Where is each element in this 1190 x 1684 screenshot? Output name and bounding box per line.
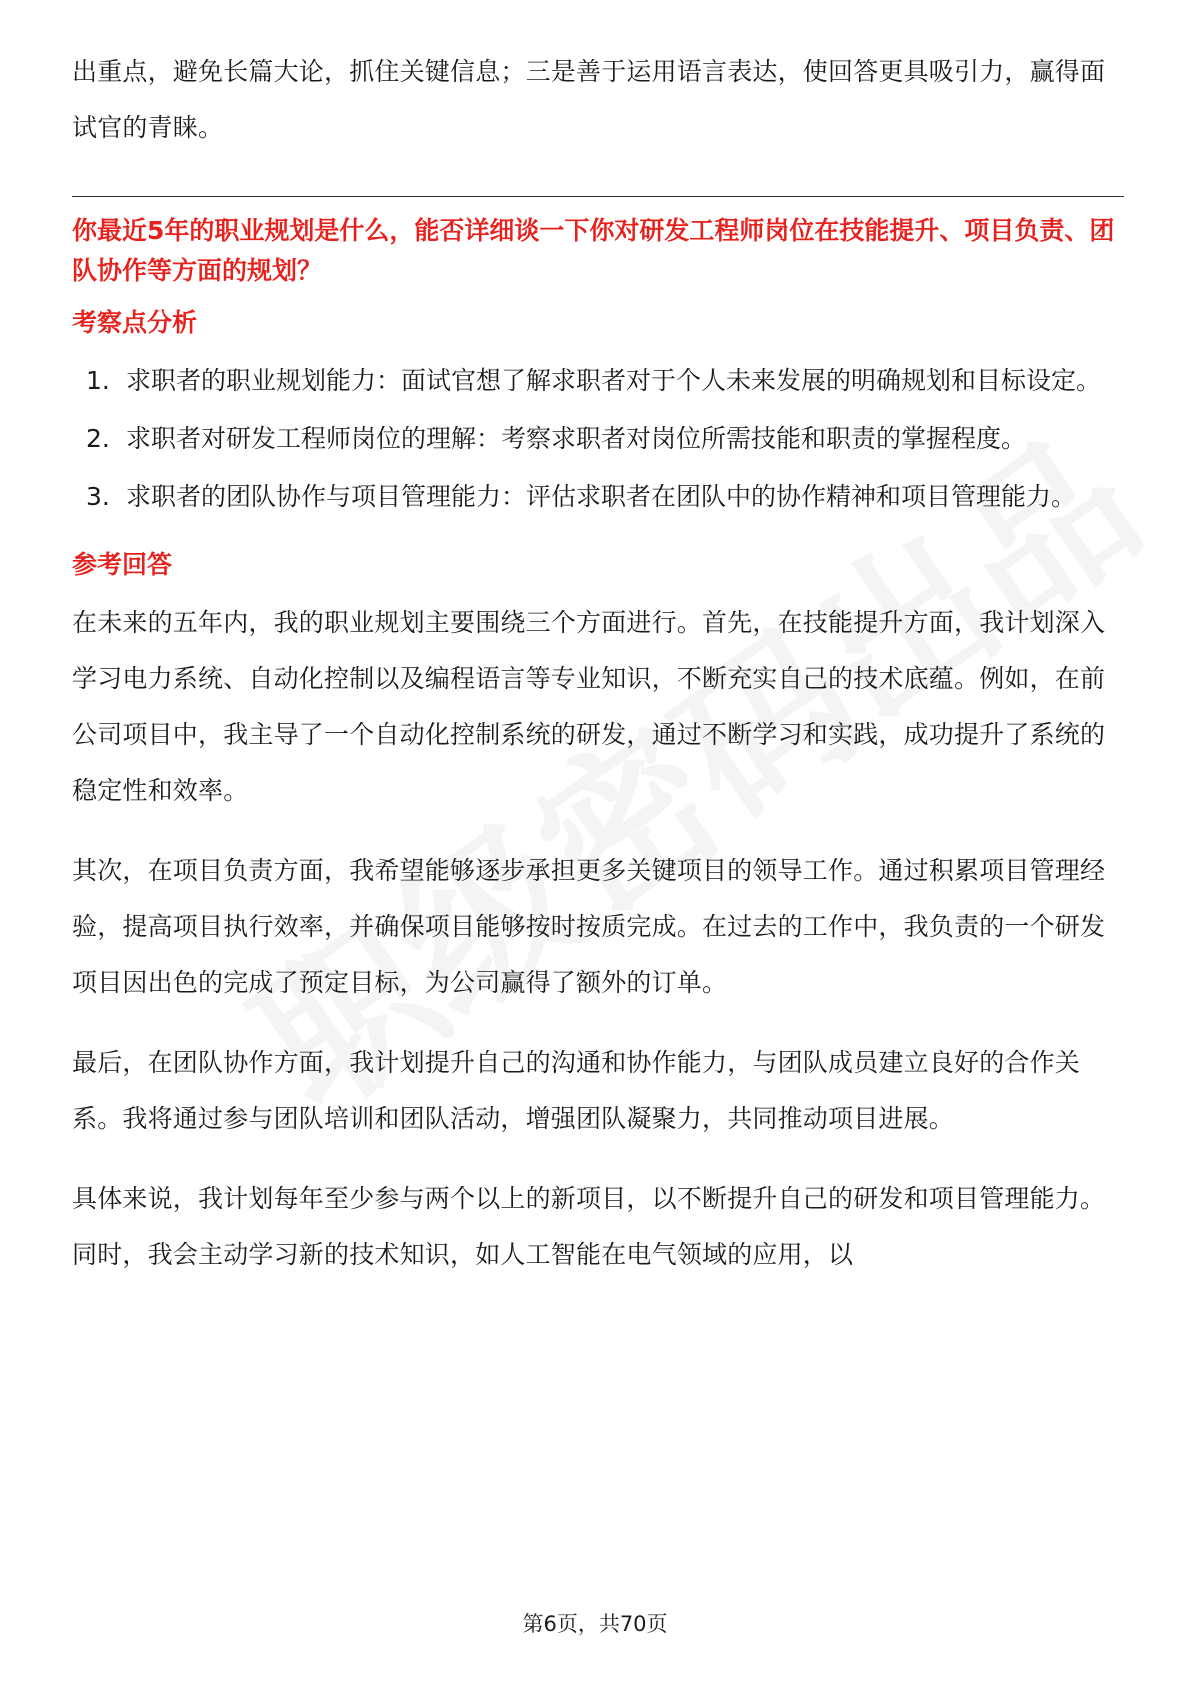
page-content — [72, 44, 1124, 1307]
analysis-point — [72, 353, 1124, 409]
question-title: 你最近5年的职业规划是什么，能否详细谈一下你对研发工程师岗位在技能提升、项目负责、团队协作等方面的规划？ — [72, 216, 1115, 285]
answer-heading: 参考回答 — [72, 550, 173, 579]
point-text: 求职者的职业规划能力：面试官想了解求职者对于个人未来发展的明确规划和目标设定。 — [126, 366, 1102, 395]
answer-paragraph: 在未来的五年内，我的职业规划主要围绕三个方面进行。首先，在技能提升方面，我计划深入学习电力系统、自动化控制以及编程语言等专业知识，不断充实自己的技术底蕴。例如，在前公司项目中，我主导了一个自动化控制系统的研发，通过不断学习和实践，成功提升了系统的稳定性和效率。 — [72, 608, 1106, 805]
point-text: 求职者对研发工程师岗位的理解：考察求职者对岗位所需技能和职责的掌握程度。 — [126, 424, 1027, 453]
page-footer: 第6页，共70页 — [522, 1612, 668, 1636]
answer-paragraph: 最后，在团队协作方面，我计划提升自己的沟通和协作能力，与团队成员建立良好的合作关系。我将通过参与团队培训和团队活动，增强团队凝聚力，共同推动项目进展。 — [72, 1048, 1081, 1133]
intro-paragraph: 出重点，避免长篇大论，抓住关键信息；三是善于运用语言表达，使回答更具吸引力，赢得面试官的青睐。 — [72, 57, 1106, 142]
answer-paragraph: 具体来说，我计划每年至少参与两个以上的新项目，以不断提升自己的研发和项目管理能力。同时，我会主动学习新的技术知识，如人工智能在电气领域的应用，以 — [72, 1184, 1106, 1269]
analysis-points-list — [72, 353, 1124, 525]
analysis-point — [72, 411, 1124, 467]
point-number: 2. — [86, 424, 110, 453]
point-number: 3. — [86, 482, 110, 511]
point-text: 求职者的团队协作与项目管理能力：评估求职者在团队中的协作精神和项目管理能力。 — [126, 482, 1077, 511]
section-divider — [72, 196, 1124, 197]
point-number: 1. — [86, 366, 110, 395]
analysis-point — [72, 469, 1124, 525]
analysis-heading: 考察点分析 — [72, 308, 198, 337]
answer-paragraph: 其次，在项目负责方面，我希望能够逐步承担更多关键项目的领导工作。通过积累项目管理经验，提高项目执行效率，并确保项目能够按时按质完成。在过去的工作中，我负责的一个研发项目因出色的完成了预定目标，为公司赢得了额外的订单。 — [72, 856, 1106, 997]
